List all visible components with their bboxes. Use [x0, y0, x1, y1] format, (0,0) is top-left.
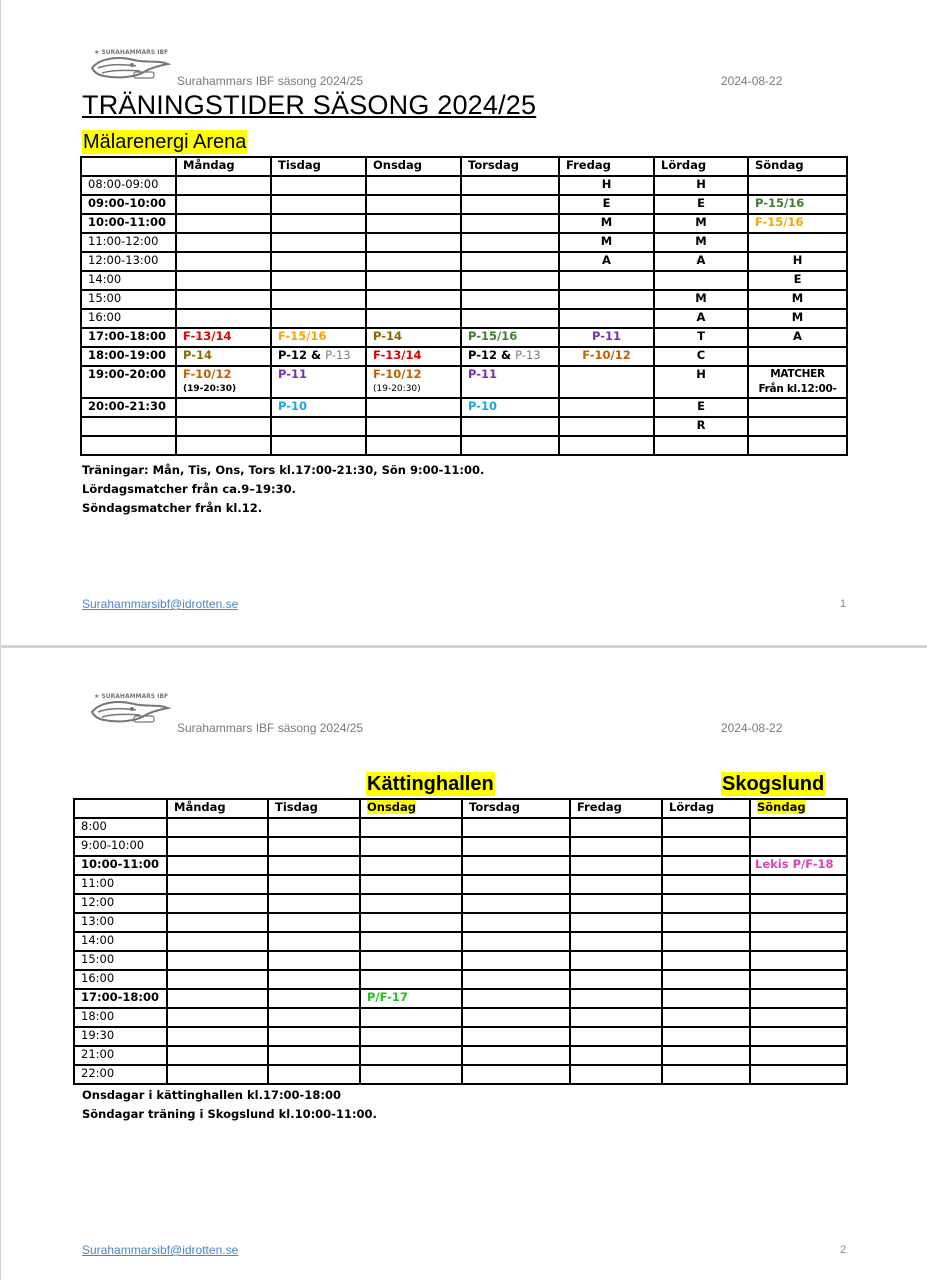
page-edge: [0, 648, 1, 1280]
time-cell: 14:00: [74, 932, 167, 951]
table-row: [81, 309, 847, 328]
table-row: [81, 417, 847, 436]
team-label: F-10/12: [373, 367, 422, 381]
header-cell-day: Onsdag: [366, 157, 461, 176]
table-row: [74, 1008, 847, 1027]
table-row: [81, 328, 847, 347]
page-edge: [0, 0, 1, 645]
cell-torsdag: P-11: [461, 366, 559, 398]
venue-label-kattinghallen: Kättinghallen: [367, 773, 494, 795]
header-cell-time: [81, 157, 176, 176]
table-row: [74, 970, 847, 989]
surahammars-ibf-logo-icon: [88, 690, 174, 730]
header-cell-day: Fredag: [559, 157, 654, 176]
time-cell: 8:00: [74, 818, 167, 837]
header-cell-day: Lördag: [654, 157, 748, 176]
header-cell-day: Torsdag: [461, 157, 559, 176]
header-cell-day: Fredag: [570, 799, 662, 818]
time-cell: 08:00-09:00: [81, 176, 176, 195]
notes-block: [82, 1086, 377, 1124]
page-number: 1: [840, 598, 847, 610]
svg-text:★ SURAHAMMARS IBF: ★ SURAHAMMARS IBF: [94, 693, 169, 700]
table-header-row: [74, 799, 847, 818]
time-cell: 18:00: [74, 1008, 167, 1027]
time-cell: 19:30: [74, 1027, 167, 1046]
cell-lordag: M: [654, 290, 748, 309]
time-cell: 16:00: [74, 970, 167, 989]
table-row: [74, 1065, 847, 1084]
time-cell: 10:00-11:00: [81, 214, 176, 233]
ampersand: &: [501, 348, 512, 362]
cell-sondag: E: [748, 271, 847, 290]
ampersand: &: [311, 348, 322, 362]
cell-onsdag: [366, 366, 461, 398]
svg-text:★ SURAHAMMARS IBF: ★ SURAHAMMARS IBF: [94, 49, 169, 56]
cell-sondag: M: [748, 290, 847, 309]
cell-onsdag: F-13/14: [366, 347, 461, 366]
cell-fredag: F-10/12: [559, 347, 654, 366]
table-row: [74, 989, 847, 1008]
page-number: 2: [840, 1244, 847, 1256]
cell-fredag: H: [559, 176, 654, 195]
cell-fredag: M: [559, 233, 654, 252]
time-cell: 13:00: [74, 913, 167, 932]
cell-lordag: T: [654, 328, 748, 347]
header-date: 2024-08-22: [721, 721, 783, 735]
time-cell: [81, 417, 176, 436]
table-row: [74, 875, 847, 894]
time-cell: 11:00: [74, 875, 167, 894]
surahammars-ibf-logo-icon: [88, 46, 174, 86]
cell-onsdag: P/F-17: [360, 989, 462, 1008]
time-cell: 09:00-10:00: [81, 195, 176, 214]
cell-onsdag: P-14: [366, 328, 461, 347]
table-row: [81, 290, 847, 309]
cell-torsdag: P-10: [461, 398, 559, 417]
table-row: [81, 233, 847, 252]
time-cell: 18:00-19:00: [81, 347, 176, 366]
header-cell-day: Måndag: [167, 799, 268, 818]
venue-label: Mälarenergi Arena: [83, 131, 247, 153]
schedule-table-kattinghallen-skogslund: [73, 798, 848, 1085]
cell-tisdag: F-15/16: [271, 328, 366, 347]
time-note: (19-20:30): [183, 384, 237, 394]
cell-lordag: A: [654, 252, 748, 271]
table-row: [74, 818, 847, 837]
note-line: Onsdagar i kättinghallen kl.17:00-18:00: [82, 1088, 341, 1102]
header-date: 2024-08-22: [721, 74, 783, 88]
cell-mandag: F-13/14: [176, 328, 271, 347]
cell-fredag: M: [559, 214, 654, 233]
cell-sondag: A: [748, 328, 847, 347]
header-cell-day: Måndag: [176, 157, 271, 176]
team-label: P-12: [468, 348, 498, 362]
note-line: Träningar: Mån, Tis, Ons, Tors kl.17:00-21:30, Sön 9:00-11:00.: [82, 463, 485, 477]
cell-lordag: M: [654, 214, 748, 233]
venue-label-skogslund: Skogslund: [722, 773, 825, 795]
header-cell-day: Tisdag: [268, 799, 360, 818]
time-cell: 9:00-10:00: [74, 837, 167, 856]
time-cell: 17:00-18:00: [81, 328, 176, 347]
cell-sondag: H: [748, 252, 847, 271]
header-cell-day: Lördag: [662, 799, 750, 818]
time-cell: 14:00: [81, 271, 176, 290]
note-line: Söndagar träning i Skogslund kl.10:00-11:00.: [82, 1107, 377, 1121]
header-club-name: Surahammars IBF säsong 2024/25: [177, 721, 364, 735]
table-row: [81, 252, 847, 271]
cell-lordag: A: [654, 309, 748, 328]
cell-sondag: P-15/16: [748, 195, 847, 214]
schedule-table-malarenergi: [80, 156, 848, 456]
team-label: P-13: [515, 348, 541, 362]
table-row: [81, 176, 847, 195]
header-cell-day: Tisdag: [271, 157, 366, 176]
cell-sondag: [748, 366, 847, 398]
matcher-time: Från kl.12:00-: [758, 383, 837, 395]
time-cell: [81, 436, 176, 455]
table-row: [74, 1027, 847, 1046]
cell-sondag: M: [748, 309, 847, 328]
time-cell: 12:00-13:00: [81, 252, 176, 271]
team-label: P-12: [278, 348, 308, 362]
cell-fredag: A: [559, 252, 654, 271]
table-row: [74, 913, 847, 932]
team-label: P-13: [325, 348, 351, 362]
day-label-highlighted: Söndag: [757, 800, 806, 814]
matcher-label: MATCHER: [770, 368, 825, 380]
time-cell: 15:00: [74, 951, 167, 970]
cell-sondag: F-15/16: [748, 214, 847, 233]
cell-lordag: E: [654, 195, 748, 214]
day-label-highlighted: Onsdag: [367, 800, 417, 814]
table-header-row: [81, 157, 847, 176]
notes-block: [82, 461, 484, 518]
table-row: [81, 195, 847, 214]
cell-tisdag: [271, 347, 366, 366]
cell-lordag: E: [654, 398, 748, 417]
table-row: [74, 837, 847, 856]
cell-lordag: C: [654, 347, 748, 366]
header-cell-day: Torsdag: [462, 799, 570, 818]
table-row: [74, 894, 847, 913]
time-cell: 19:00-20:00: [81, 366, 176, 398]
note-line: Söndagsmatcher från kl.12.: [82, 501, 263, 515]
footer-email-link[interactable]: Surahammarsibf@idrotten.se: [82, 1243, 239, 1257]
time-note: (19-20:30): [373, 384, 421, 394]
table-row: [81, 214, 847, 233]
table-row: [81, 347, 847, 366]
cell-mandag: P-14: [176, 347, 271, 366]
cell-lordag: M: [654, 233, 748, 252]
note-line: Lördagsmatcher från ca.9–19:30.: [82, 482, 296, 496]
cell-lordag: R: [654, 417, 748, 436]
cell-lordag: H: [654, 176, 748, 195]
time-cell: 21:00: [74, 1046, 167, 1065]
time-cell: 10:00-11:00: [74, 856, 167, 875]
cell-tisdag: P-10: [271, 398, 366, 417]
header-cell-time: [74, 799, 167, 818]
header-club-name: Surahammars IBF säsong 2024/25: [177, 74, 364, 88]
time-cell: 12:00: [74, 894, 167, 913]
time-cell: 15:00: [81, 290, 176, 309]
cell-sondag: Lekis P/F-18: [750, 856, 847, 875]
cell-torsdag: P-15/16: [461, 328, 559, 347]
table-row: [81, 271, 847, 290]
cell-fredag: E: [559, 195, 654, 214]
time-cell: 16:00: [81, 309, 176, 328]
team-label: F-10/12: [183, 367, 232, 381]
header-cell-day: [750, 799, 847, 818]
table-row: [74, 932, 847, 951]
table-row: [74, 1046, 847, 1065]
cell-tisdag: P-11: [271, 366, 366, 398]
time-cell: 22:00: [74, 1065, 167, 1084]
footer-email-link[interactable]: Surahammarsibf@idrotten.se: [82, 597, 239, 611]
cell-mandag: [176, 366, 271, 398]
time-cell: 17:00-18:00: [74, 989, 167, 1008]
table-row: [74, 951, 847, 970]
table-row: [74, 856, 847, 875]
document-page-2: [0, 648, 927, 1280]
table-row: [81, 366, 847, 398]
page-title: TRÄNINGSTIDER SÄSONG 2024/25: [82, 90, 537, 120]
cell-fredag: P-11: [559, 328, 654, 347]
header-cell-day: [360, 799, 462, 818]
table-row: [81, 398, 847, 417]
cell-lordag: H: [654, 366, 748, 398]
cell-torsdag: [461, 347, 559, 366]
header-cell-day: Söndag: [748, 157, 847, 176]
time-cell: 20:00-21:30: [81, 398, 176, 417]
table-row: [81, 436, 847, 455]
time-cell: 11:00-12:00: [81, 233, 176, 252]
